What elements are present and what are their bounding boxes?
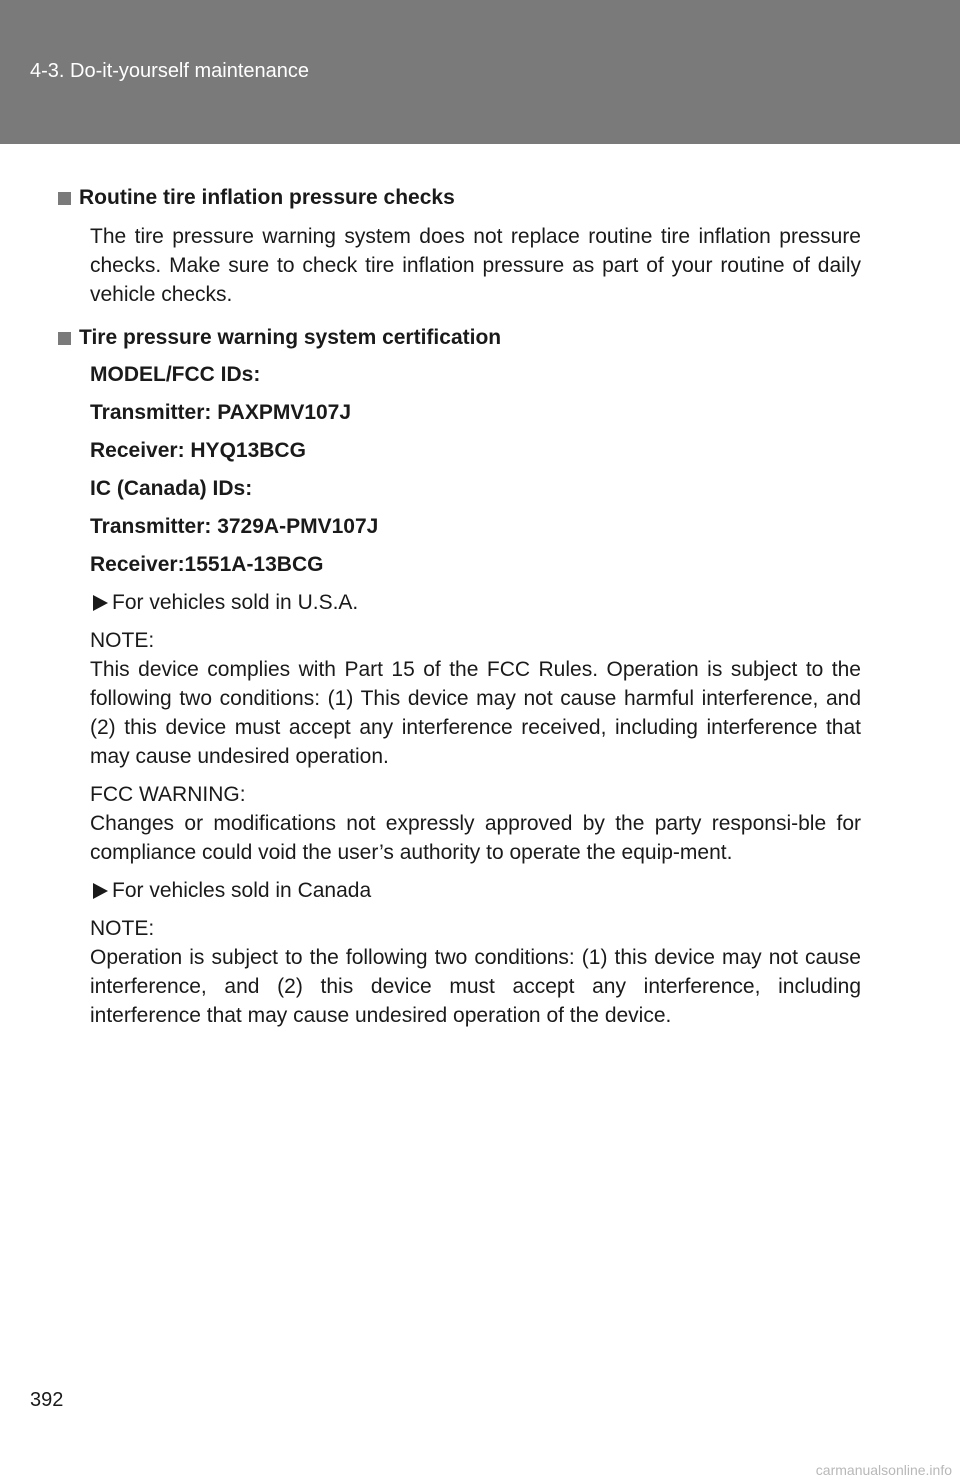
routine-heading bbox=[58, 184, 861, 212]
usa-note-label: NOTE: bbox=[90, 629, 155, 652]
section-title: 4-3. Do-it-yourself maintenance bbox=[30, 60, 310, 82]
header-bar bbox=[0, 0, 960, 144]
certification-heading-text: Tire pressure warning system certification bbox=[79, 326, 502, 349]
routine-body: The tire pressure warning system does not replace routine tire inflation pressure checks. Make sure to check tire inflation pressure as part of your routine of daily vehicle checks. bbox=[90, 225, 861, 306]
usa-note-body: This device complies with Part 15 of the FCC Rules. Operation is subject to the following two conditions: (1) This device may not cause harmful interference, and (2) this device must accept any interference received, including interference that may cause undesired operation. bbox=[90, 658, 861, 768]
certification-heading bbox=[58, 324, 861, 352]
square-bullet-icon bbox=[58, 192, 71, 205]
watermark: carmanualsonline.info bbox=[815, 1462, 952, 1478]
ic-ids-label: IC (Canada) IDs: bbox=[90, 477, 253, 500]
routine-heading-text: Routine tire inflation pressure checks bbox=[79, 186, 455, 209]
canada-region-text: For vehicles sold in Canada bbox=[112, 879, 372, 902]
page-content bbox=[71, 184, 861, 1030]
triangle-pointer-icon bbox=[93, 595, 108, 611]
fcc-receiver-id: Receiver: HYQ13BCG bbox=[90, 439, 306, 462]
usa-region-text: For vehicles sold in U.S.A. bbox=[112, 591, 359, 614]
ic-transmitter-id: Transmitter: 3729A-PMV107J bbox=[90, 515, 379, 538]
canada-region-label bbox=[93, 876, 861, 905]
canada-note-body: Operation is subject to the following two conditions: (1) this device may not cause interference, and (2) this device must accept any interference, including interference that may cause undesired operation of the device. bbox=[90, 946, 861, 1027]
canada-note-label: NOTE: bbox=[90, 917, 155, 940]
page-number: 392 bbox=[30, 1389, 64, 1411]
triangle-pointer-icon bbox=[93, 883, 108, 899]
ic-receiver-id: Receiver:1551A-13BCG bbox=[90, 553, 324, 576]
fcc-warning-body: Changes or modifications not expressly approved by the party responsi-ble for compliance could void the user’s authority to operate the equip-ment. bbox=[90, 812, 861, 864]
square-bullet-icon bbox=[58, 332, 71, 345]
fcc-transmitter-id: Transmitter: PAXPMV107J bbox=[90, 401, 352, 424]
model-ids-label: MODEL/FCC IDs: bbox=[90, 363, 261, 386]
usa-region-label bbox=[93, 588, 861, 617]
fcc-warning-label: FCC WARNING: bbox=[90, 783, 246, 806]
